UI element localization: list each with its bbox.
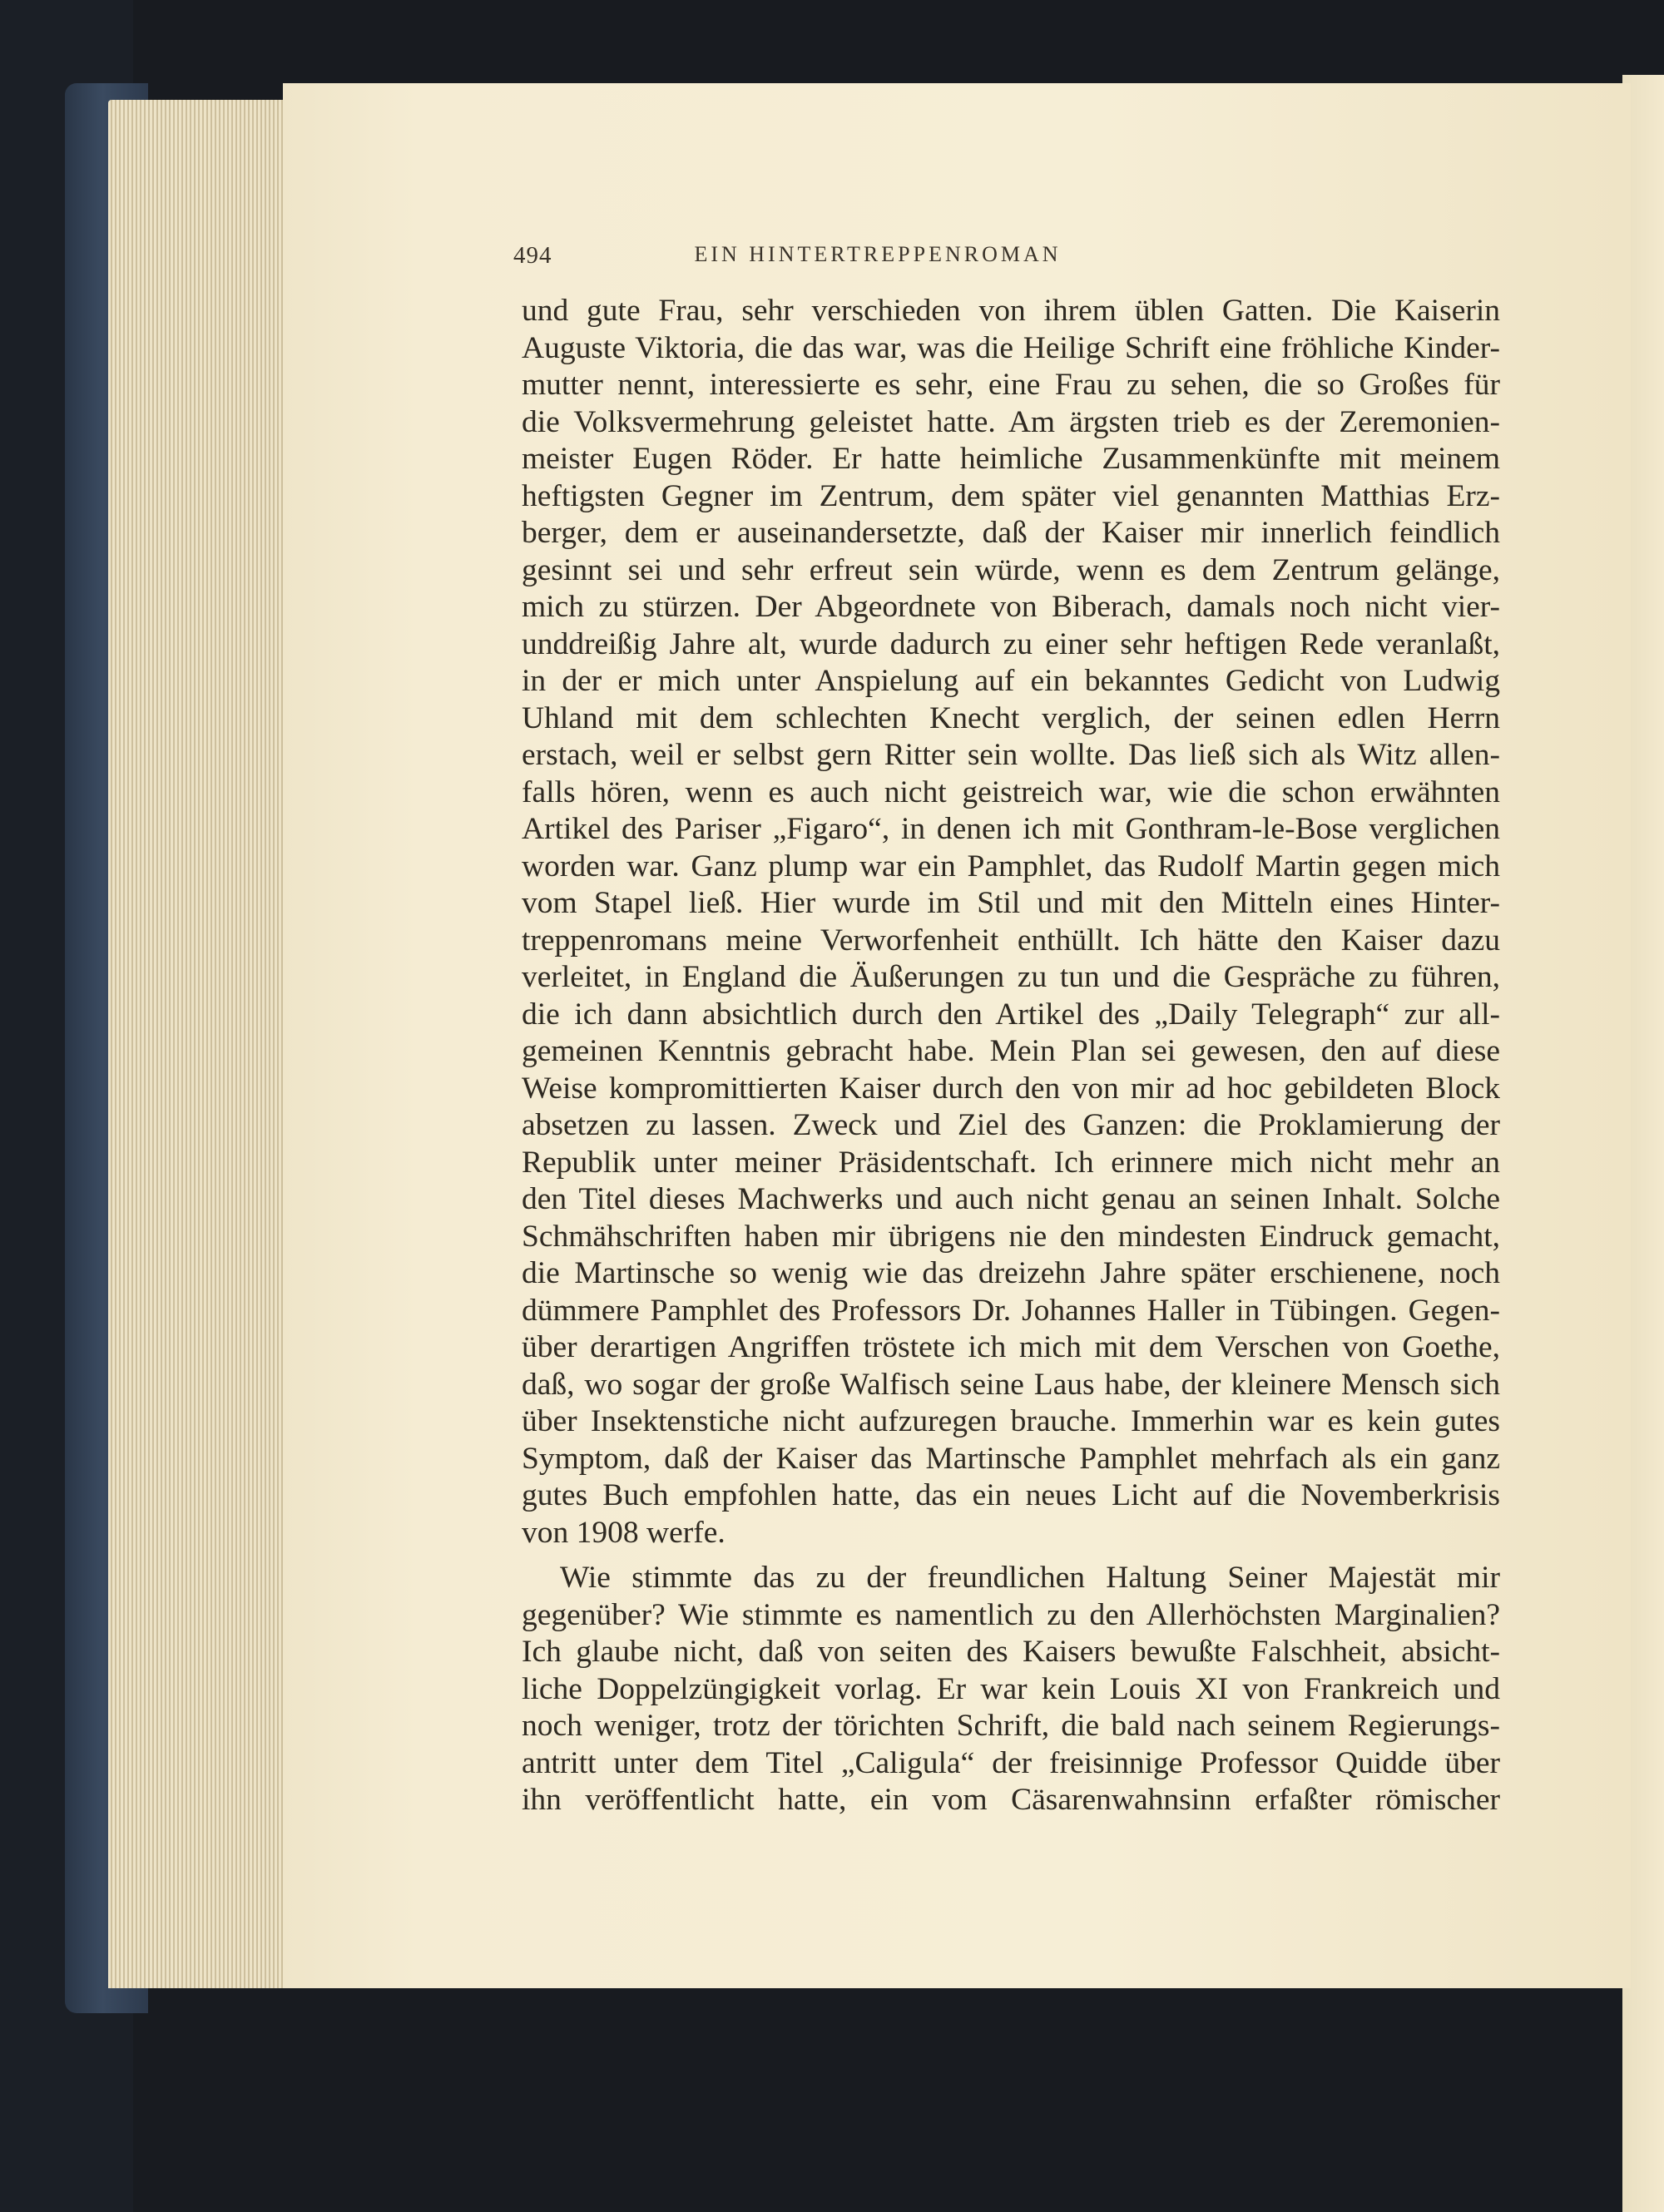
text-line: berger, dem er auseinandersetzte, daß der Kaiser mir innerlich feindlich	[522, 516, 1500, 550]
text-line: über Insektenstiche nicht aufzuregen brauche. Immerhin war es kein gutes	[522, 1404, 1500, 1438]
text-line: Ich glaube nicht, daß von seiten des Kaisers bewußte Falschheit, absicht-	[522, 1635, 1500, 1669]
text-line: Symptom, daß der Kaiser das Martinsche Pamphlet mehrfach als ein ganz	[522, 1441, 1500, 1476]
body-text	[522, 293, 1500, 1819]
text-line: in der er mich unter Anspielung auf ein bekanntes Gedicht von Ludwig	[522, 664, 1500, 698]
text-line: meister Eugen Röder. Er hatte heimliche Zusammenkünfte mit meinem	[522, 442, 1500, 476]
text-line: von 1908 werfe.	[522, 1515, 726, 1550]
text-line: antritt unter dem Titel „Caligula“ der freisinnige Professor Quidde über	[522, 1745, 1500, 1780]
text-line: gesinnt sei und sehr erfreut sein würde, wenn es dem Zentrum gelänge,	[522, 552, 1500, 587]
text-line: treppenromans meine Verworfenheit enthüllt. Ich hätte den Kaiser dazu	[522, 923, 1500, 958]
text-line: dümmere Pamphlet des Professors Dr. Johannes Haller in Tübingen. Gegen-	[522, 1293, 1500, 1328]
text-line: die ich dann absichtlich durch den Artikel des „Daily Telegraph“ zur all-	[522, 997, 1500, 1032]
text-line: Artikel des Pariser „Figaro“, in denen ich mit Gonthram-le-Bose verglichen	[522, 812, 1500, 846]
text-line: falls hören, wenn es auch nicht geistreich war, wie die schon erwähnten	[522, 774, 1500, 809]
text-line: ihn veröffentlicht hatte, ein vom Cäsarenwahnsinn erfaßter römischer	[522, 1783, 1500, 1817]
running-title: EIN HINTERTREPPENROMAN	[694, 242, 1062, 266]
text-line: Wie stimmte das zu der freundlichen Haltung Seiner Majestät mir	[560, 1561, 1500, 1595]
text-line: noch weniger, trotz der törichten Schrift, die bald nach seinem Regierungs-	[522, 1709, 1500, 1743]
text-line: Schmähschriften haben mir übrigens nie den mindesten Eindruck gemacht,	[522, 1219, 1500, 1254]
text-line: über derartigen Angriffen tröstete ich mich mit dem Verschen von Goethe,	[522, 1330, 1500, 1364]
text-line: Weise kompromittierten Kaiser durch den von mir ad hoc gebildeten Block	[522, 1071, 1500, 1106]
text-line: die Martinsche so wenig wie das dreizehn Jahre später erschienene, noch	[522, 1256, 1500, 1290]
text-line: verleitet, in England die Äußerungen zu tun und die Gespräche zu führen,	[522, 960, 1500, 994]
text-line: worden war. Ganz plump war ein Pamphlet, das Rudolf Martin gegen mich	[522, 849, 1500, 883]
text-line: unddreißig Jahre alt, wurde dadurch zu einer sehr heftigen Rede veranlaßt,	[522, 626, 1500, 661]
paragraph-gap	[522, 1551, 1500, 1560]
text-line: liche Doppelzüngigkeit vorlag. Er war kein Louis XI von Frankreich und	[522, 1671, 1500, 1706]
text-line: heftigsten Gegner im Zentrum, dem später viel genannten Matthias Erz-	[522, 478, 1500, 513]
page-number: 494	[513, 242, 552, 269]
text-line: gemeinen Kenntnis gebracht habe. Mein Plan sei gewesen, den auf diese	[522, 1034, 1500, 1068]
text-line: Republik unter meiner Präsidentschaft. Ich erinnere mich nicht mehr an	[522, 1145, 1500, 1180]
text-line: gegenüber? Wie stimmte es namentlich zu den Allerhöchsten Marginalien?	[522, 1597, 1500, 1632]
page-edges-stack	[108, 100, 295, 1988]
text-line: mich zu stürzen. Der Abgeordnete von Biberach, damals noch nicht vier-	[522, 590, 1500, 624]
text-line: gutes Buch empfohlen hatte, das ein neues Licht auf die Novemberkrisis	[522, 1478, 1500, 1512]
text-line: daß, wo sogar der große Walfisch seine Laus habe, der kleinere Mensch sich	[522, 1367, 1500, 1402]
text-line: vom Stapel ließ. Hier wurde im Stil und mit den Mitteln eines Hinter-	[522, 886, 1500, 920]
text-line: Auguste Viktoria, die das war, was die Heilige Schrift eine fröhliche Kinder-	[522, 330, 1500, 365]
text-line: und gute Frau, sehr verschieden von ihrem üblen Gatten. Die Kaiserin	[522, 294, 1500, 328]
running-head	[513, 242, 1242, 284]
text-line: Uhland mit dem schlechten Knecht verglich, der seinen edlen Herrn	[522, 700, 1500, 735]
text-line: erstach, weil er selbst gern Ritter sein wollte. Das ließ sich als Witz allen-	[522, 738, 1500, 772]
text-line: mutter nennt, interessierte es sehr, eine Frau zu sehen, die so Großes für	[522, 368, 1500, 402]
text-line: die Volksvermehrung geleistet hatte. Am ärgsten trieb es der Zeremonien-	[522, 404, 1500, 439]
text-line: den Titel dieses Machwerks und auch nicht genau an seinen Inhalt. Solche	[522, 1182, 1500, 1216]
text-line: absetzen zu lassen. Zweck und Ziel des Ganzen: die Proklamierung der	[522, 1108, 1500, 1142]
